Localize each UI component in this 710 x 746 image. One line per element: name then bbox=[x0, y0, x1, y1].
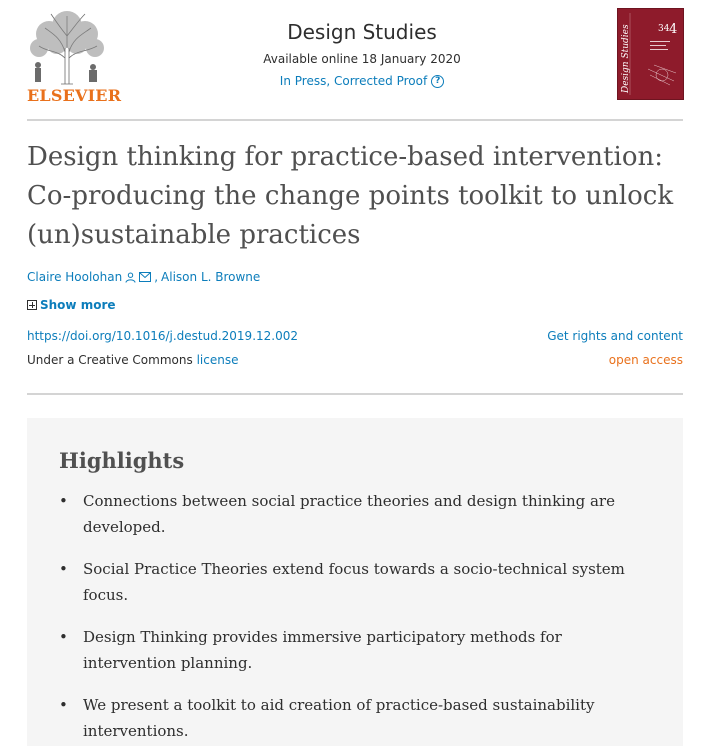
highlight-item: • Social Practice Theories extend focus towards a socio-technical system focus. bbox=[59, 556, 659, 608]
highlight-item: • Design Thinking provides immersive participatory methods for intervention planning. bbox=[59, 624, 659, 676]
question-circle-icon[interactable]: ? bbox=[431, 75, 444, 88]
show-more-button[interactable] bbox=[27, 298, 116, 312]
open-access-badge: open access bbox=[608, 353, 683, 367]
license-line bbox=[27, 353, 238, 367]
in-press-label: In Press, Corrected Proof bbox=[279, 74, 428, 88]
cover-issue: 4 bbox=[669, 22, 678, 37]
plus-box-icon bbox=[27, 300, 37, 310]
elsevier-wordmark: ELSEVIER bbox=[27, 86, 122, 105]
author-list bbox=[27, 270, 260, 284]
cover-volume: 34 bbox=[658, 24, 670, 34]
article-title: Design thinking for practice-based intervention: Co-producing the change points toolkit to unlock (un)sustainable practices bbox=[27, 142, 674, 250]
available-online-date: Available online 18 January 2020 bbox=[263, 52, 461, 66]
person-icon[interactable] bbox=[125, 272, 136, 283]
email-icon[interactable] bbox=[139, 272, 151, 282]
get-rights-link[interactable]: Get rights and content bbox=[547, 329, 683, 343]
journal-cover-thumbnail[interactable] bbox=[617, 8, 684, 100]
cover-artwork-icon bbox=[618, 9, 683, 99]
highlight-item: • We present a toolkit to aid creation of practice-based sustainability interventions. bbox=[59, 692, 659, 744]
license-prefix: Under a Creative Commons bbox=[27, 353, 193, 367]
author-name-1[interactable]: Claire Hoolohan bbox=[27, 270, 123, 284]
journal-info bbox=[217, 20, 507, 89]
show-more-label: Show more bbox=[40, 298, 116, 312]
doi-link[interactable]: https://doi.org/10.1016/j.destud.2019.12.002 bbox=[27, 329, 298, 343]
highlights-list bbox=[59, 488, 659, 746]
journal-title[interactable]: Design Studies bbox=[287, 20, 437, 44]
highlights-panel bbox=[27, 418, 683, 746]
highlight-item: • Connections between social practice theories and design thinking are developed. bbox=[59, 488, 659, 540]
elsevier-tree-icon bbox=[27, 8, 107, 86]
header-divider bbox=[27, 119, 683, 121]
in-press-link[interactable] bbox=[280, 74, 444, 88]
license-link[interactable]: license bbox=[196, 353, 239, 367]
author-name-2[interactable]: Alison L. Browne bbox=[161, 270, 261, 284]
cover-spine-title: Design Studies bbox=[621, 24, 631, 93]
highlights-heading: Highlights bbox=[59, 448, 185, 473]
article-header bbox=[27, 8, 683, 104]
meta-divider bbox=[27, 393, 683, 395]
author-separator: , bbox=[154, 270, 159, 284]
elsevier-logo[interactable] bbox=[27, 8, 122, 105]
